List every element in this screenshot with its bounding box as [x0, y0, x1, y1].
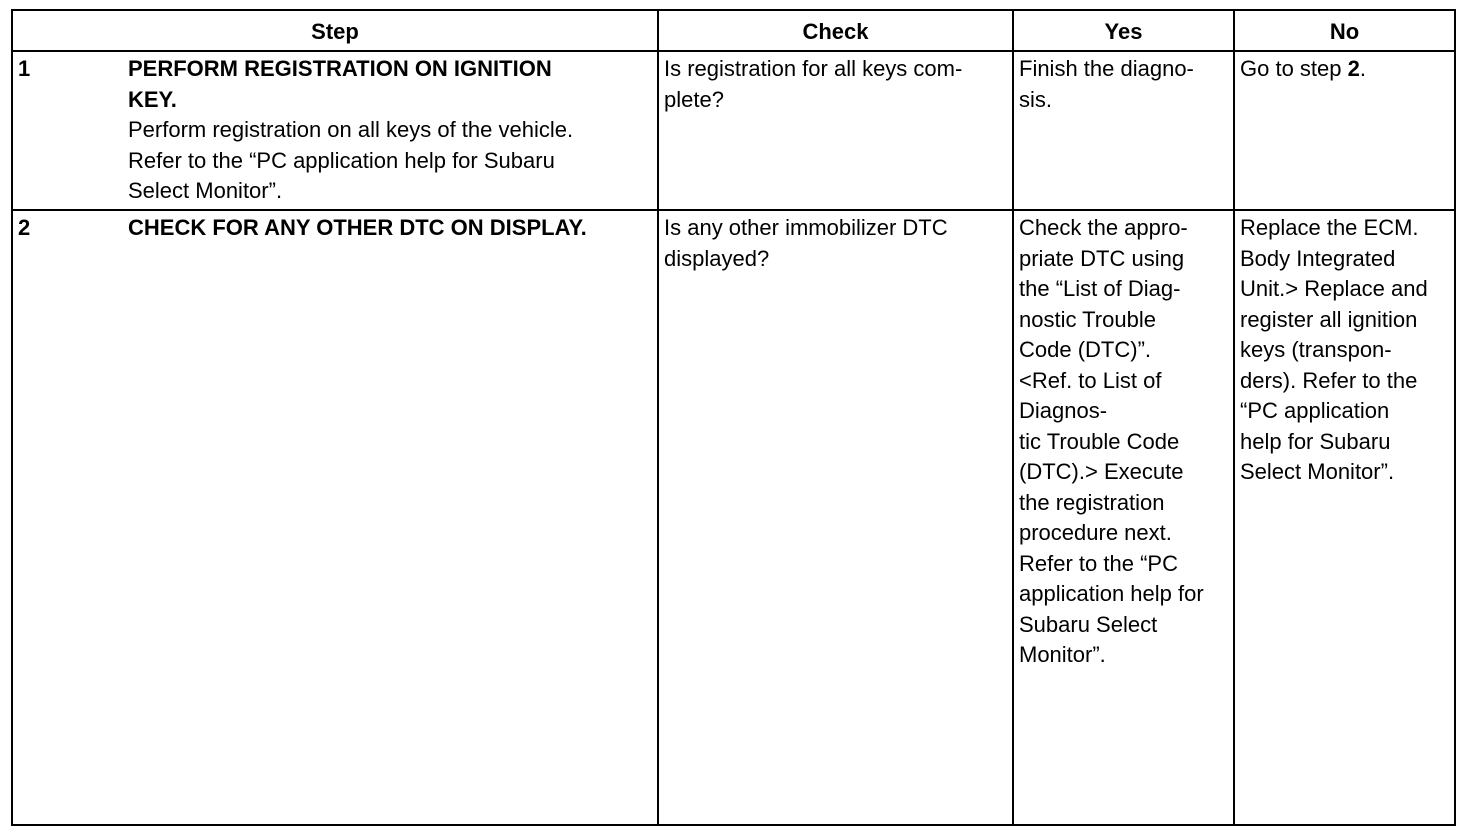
yes-text: priate DTC using	[1019, 245, 1185, 271]
no-text: ders). Refer to the	[1240, 367, 1418, 393]
no-suffix: .	[1359, 56, 1366, 81]
yes-cell	[1013, 51, 1234, 210]
check-text: displayed?	[664, 245, 770, 271]
diagnostic-procedure-table	[11, 9, 1456, 826]
yes-text: Code (DTC)”.	[1019, 337, 1152, 362]
no-cell	[1234, 51, 1455, 210]
yes-text: Diagnos-	[1019, 398, 1108, 423]
check-cell	[658, 51, 1013, 210]
check-cell	[658, 210, 1013, 825]
yes-text: tic Trouble Code	[1019, 428, 1180, 454]
yes-text: Monitor”.	[1019, 642, 1106, 667]
yes-text: the registration	[1019, 489, 1165, 515]
no-text: keys (transpon-	[1240, 337, 1392, 362]
header-no: No	[1234, 10, 1455, 51]
no-text: Select Monitor”.	[1240, 459, 1395, 484]
yes-text: nostic Trouble	[1019, 306, 1156, 332]
table-row	[12, 51, 1455, 210]
no-prefix: Go to step	[1240, 56, 1348, 81]
step-number: 2	[18, 215, 31, 240]
no-text: “PC application	[1240, 398, 1390, 423]
step-instruction: Refer to the “PC application help for Subaru	[128, 147, 555, 173]
no-cell	[1234, 210, 1455, 825]
step-title: KEY.	[128, 86, 177, 112]
check-text: plete?	[664, 86, 724, 112]
step-instruction: Select Monitor”.	[128, 178, 283, 203]
yes-text: <Ref. to List of	[1019, 367, 1162, 393]
yes-text: Check the appro-	[1019, 215, 1188, 240]
step-instruction: Perform registration on all keys of the vehicle.	[128, 117, 574, 142]
header-step: Step	[12, 10, 658, 51]
no-text: Unit.> Replace and	[1240, 276, 1428, 301]
no-text	[1240, 54, 1449, 85]
step-number: 1	[18, 56, 31, 81]
check-text: Is any other immobilizer DTC	[664, 215, 948, 240]
table-header-row	[12, 10, 1455, 51]
check-text: Is registration for all keys com-	[664, 56, 963, 81]
yes-text: (DTC).> Execute	[1019, 459, 1184, 484]
yes-text: Subaru Select	[1019, 611, 1158, 637]
yes-text: application help for	[1019, 581, 1204, 606]
header-check: Check	[658, 10, 1013, 51]
yes-text: Refer to the “PC	[1019, 550, 1178, 576]
step-title: PERFORM REGISTRATION ON IGNITION	[128, 56, 552, 81]
no-text: Replace the ECM.	[1240, 215, 1419, 240]
yes-text: the “List of Diag-	[1019, 276, 1181, 301]
yes-text: Finish the diagno-	[1019, 56, 1194, 81]
next-step-link[interactable]: 2	[1347, 56, 1360, 81]
no-text: register all ignition	[1240, 306, 1418, 332]
no-text: Body Integrated	[1240, 245, 1396, 271]
step-cell	[12, 210, 658, 825]
step-cell	[12, 51, 658, 210]
table-row	[12, 210, 1455, 825]
header-yes: Yes	[1013, 10, 1234, 51]
yes-text: procedure next.	[1019, 520, 1172, 545]
step-title: CHECK FOR ANY OTHER DTC ON DISPLAY.	[128, 215, 587, 240]
yes-cell	[1013, 210, 1234, 825]
yes-text: sis.	[1019, 86, 1052, 112]
no-text: help for Subaru	[1240, 428, 1391, 454]
